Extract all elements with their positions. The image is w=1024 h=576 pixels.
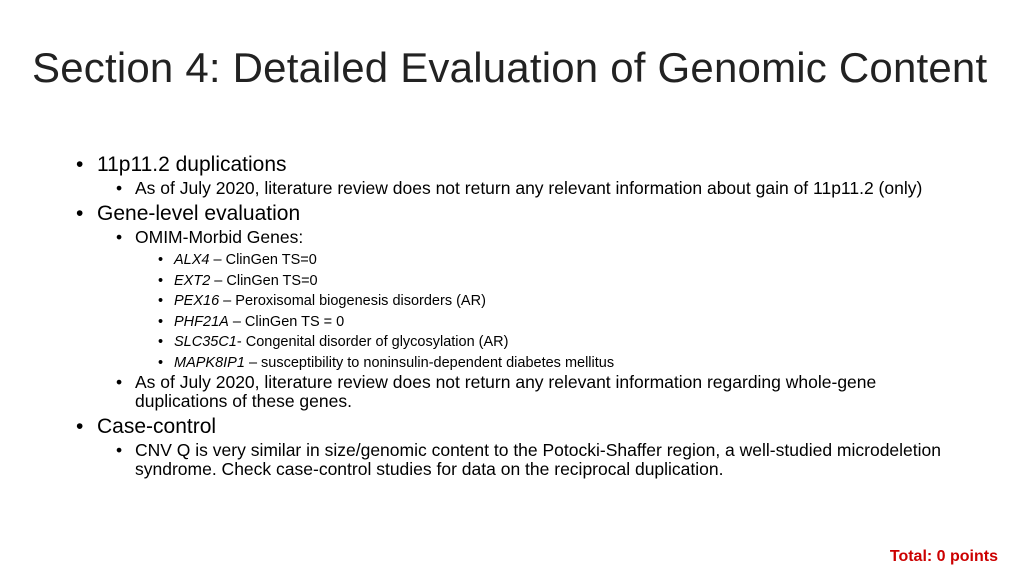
gene-item: [72, 250, 952, 271]
gene-desc: – susceptibility to noninsulin-dependent diabetes mellitus: [244, 354, 615, 371]
gene-item: [72, 271, 952, 292]
gene-desc: – ClinGen TS=0: [209, 252, 317, 268]
bullet-dup-note: • As of July 2020, literature review does not return any relevant information about gain of 11p11.2 (only): [72, 179, 952, 198]
gene-desc: - Congenital disorder of glycosylation (AR): [236, 334, 509, 350]
bullet-gene-note: • As of July 2020, literature review does not return any relevant information regarding whole-gene duplications of these genes.: [72, 373, 952, 411]
gene-desc: – ClinGen TS=0: [210, 272, 318, 289]
bullet-case-note: • CNV Q is very similar in size/genomic content to the Potocki-Shaffer region, a well-studied microdeletion syndrome. Check case-control studies for data on the reciprocal duplication.: [72, 441, 952, 479]
bullet-dup-heading: • 11p11.2 duplications: [72, 152, 952, 178]
total-points: Total: 0 points: [889, 548, 998, 565]
bullet-case-heading: • Case-control: [72, 414, 952, 440]
gene-item: [72, 291, 952, 312]
gene-name: ALX4: [174, 252, 210, 268]
gene-name: SLC35C1: [174, 334, 237, 350]
gene-name: PEX16: [174, 293, 220, 309]
slide-content: [72, 152, 952, 482]
bullet-list: [72, 152, 952, 479]
gene-desc: – Peroxisomal biogenesis disorders (AR): [219, 293, 486, 309]
gene-item: [72, 332, 952, 353]
gene-name: PHF21A: [174, 313, 229, 330]
gene-item: [72, 353, 952, 374]
slide-title: Section 4: Detailed Evaluation of Genomic Content: [32, 44, 988, 91]
bullet-gene-heading: • Gene-level evaluation: [72, 201, 952, 227]
gene-name: MAPK8IP1: [174, 354, 245, 371]
gene-desc: – ClinGen TS = 0: [228, 313, 345, 330]
gene-name: EXT2: [174, 272, 211, 289]
bullet-omim-heading: • OMIM-Morbid Genes:: [72, 228, 952, 247]
gene-item: [72, 312, 952, 333]
